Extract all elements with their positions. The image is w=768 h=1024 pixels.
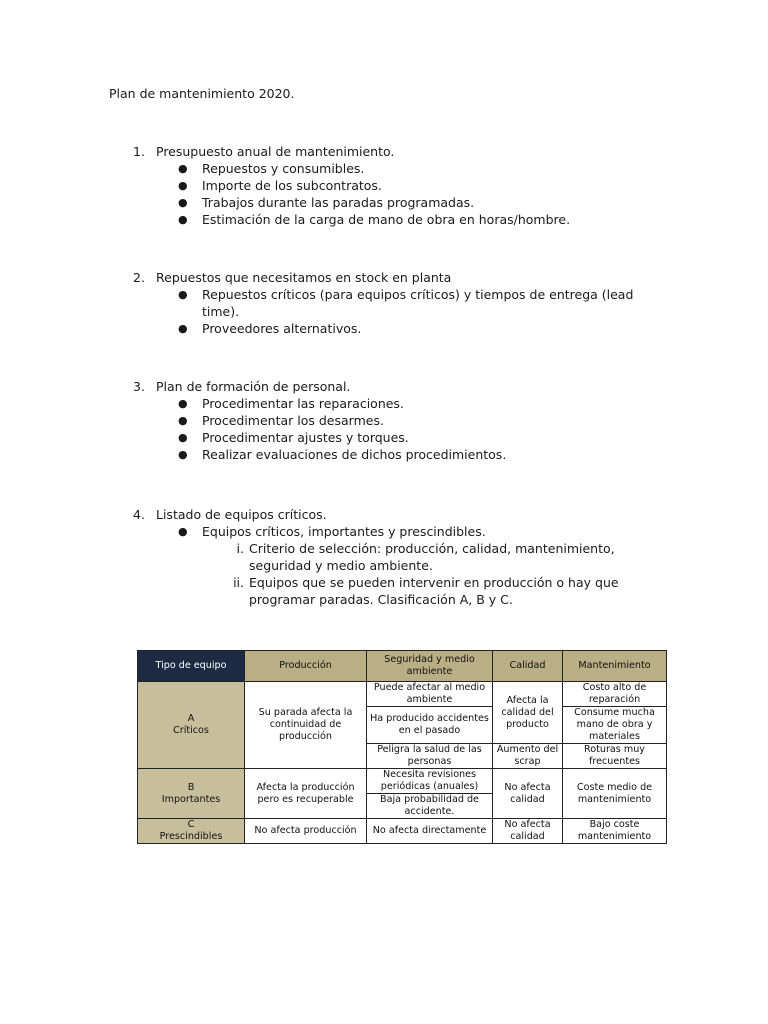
seguridad-cell: Baja probabilidad de accidente. — [367, 794, 493, 819]
bullet-icon: ● — [178, 322, 188, 335]
bullet-icon: ● — [178, 414, 188, 427]
bullet-item: ● Proveedores alternativos. — [178, 321, 362, 336]
section-title: Presupuesto anual de mantenimiento. — [156, 144, 395, 159]
seguridad-cell: No afecta directamente — [367, 819, 493, 844]
mantenimiento-cell: Roturas muy frecuentes — [563, 744, 667, 769]
calidad-cell: Aumento del scrap — [493, 744, 563, 769]
table-row — [138, 819, 667, 844]
bullet-item: ● Estimación de la carga de mano de obra en horas/hombre. — [178, 212, 571, 227]
category-letter: C — [187, 819, 195, 830]
seguridad-cell: Necesita revisiones periódicas (anuales) — [367, 769, 493, 794]
bullet-item: ● Repuestos críticos (para equipos críticos) y tiempos de entrega (lead time). — [178, 287, 634, 319]
seguridad-cell: Ha producido accidentes en el pasado — [367, 707, 493, 744]
produccion-cell: Su parada afecta la continuidad de producción — [245, 682, 367, 769]
section-3 — [0, 378, 768, 463]
calidad-cell: No afecta calidad — [493, 819, 563, 844]
calidad-cell: No afecta calidad — [493, 769, 563, 819]
seguridad-cell: Peligra la salud de las personas — [367, 744, 493, 769]
mantenimiento-cell: Bajo coste mantenimiento — [563, 819, 667, 844]
bullet-item: ● Trabajos durante las paradas programadas. — [178, 195, 475, 210]
bullet-item: ● Procedimentar ajustes y torques. — [178, 430, 409, 445]
equipment-classification-table — [137, 650, 667, 844]
roman-item: ii. Equipos que se pueden intervenir en producción o hay que programar paradas. Clasificación A, B y C. — [0, 574, 649, 608]
document-title: Plan de mantenimiento 2020. — [109, 86, 295, 101]
category-letter: B — [187, 781, 195, 793]
category-cell — [138, 682, 245, 769]
section-title: Listado de equipos críticos. — [156, 507, 327, 522]
bullet-icon: ● — [178, 213, 188, 226]
bullet-icon: ● — [178, 196, 188, 209]
bullet-item: ● Equipos críticos, importantes y prescindibles. — [178, 524, 486, 539]
section-heading — [0, 143, 768, 160]
bullet-item: ● Procedimentar las reparaciones. — [178, 396, 404, 411]
bullet-item: ● Repuestos y consumibles. — [178, 161, 365, 176]
table-row — [138, 769, 667, 794]
category-cell — [138, 769, 245, 819]
bullet-item: ● Realizar evaluaciones de dichos procedimientos. — [178, 447, 507, 462]
section-number: 4. — [133, 507, 145, 522]
bullet-icon: ● — [178, 162, 188, 175]
category-name: Prescindibles — [159, 831, 223, 842]
header-calidad: Calidad — [493, 651, 563, 682]
mantenimiento-cell: Consume mucha mano de obra y materiales — [563, 707, 667, 744]
header-produccion: Producción — [245, 651, 367, 682]
roman-numeral: i. — [236, 541, 244, 556]
section-2 — [0, 269, 768, 337]
section-title: Repuestos que necesitamos en stock en planta — [156, 270, 452, 285]
category-name: Críticos — [173, 725, 209, 736]
header-seguridad: Seguridad y medio ambiente — [367, 651, 493, 682]
table-row — [138, 682, 667, 707]
bullet-list — [0, 286, 768, 337]
section-number: 1. — [133, 144, 145, 159]
section-title: Plan de formación de personal. — [156, 379, 351, 394]
category-letter: A — [187, 713, 195, 724]
section-number: 3. — [133, 379, 145, 394]
header-tipo-de-equipo: Tipo de equipo — [138, 651, 245, 682]
mantenimiento-cell: Costo alto de reparación — [563, 682, 667, 707]
category-cell — [138, 819, 245, 844]
bullet-list — [0, 523, 768, 540]
section-number: 2. — [133, 270, 145, 285]
section-1 — [0, 143, 768, 228]
produccion-cell: Afecta la producción pero es recuperable — [245, 769, 367, 819]
section-heading — [0, 378, 768, 395]
bullet-item: ● Importe de los subcontratos. — [178, 178, 382, 193]
mantenimiento-cell: Coste medio de mantenimiento — [563, 769, 667, 819]
section-heading — [0, 269, 768, 286]
bullet-list — [0, 395, 768, 463]
roman-numeral: ii. — [233, 575, 244, 590]
table-header-row — [138, 651, 667, 682]
roman-list — [0, 540, 768, 608]
bullet-icon: ● — [178, 288, 188, 301]
bullet-item: ● Procedimentar los desarmes. — [178, 413, 384, 428]
section-heading — [0, 506, 768, 523]
bullet-icon: ● — [178, 525, 188, 538]
produccion-cell: No afecta producción — [245, 819, 367, 844]
seguridad-cell: Puede afectar al medio ambiente — [367, 682, 493, 707]
roman-item: i. Criterio de selección: producción, calidad, mantenimiento, seguridad y medio ambiente. — [0, 540, 649, 574]
bullet-icon: ● — [178, 448, 188, 461]
calidad-cell: Afecta la calidad del producto — [493, 682, 563, 744]
bullet-icon: ● — [178, 397, 188, 410]
header-mantenimiento: Mantenimiento — [563, 651, 667, 682]
section-4 — [0, 506, 768, 608]
bullet-icon: ● — [178, 179, 188, 192]
bullet-icon: ● — [178, 431, 188, 444]
bullet-list — [0, 160, 768, 228]
category-name: Importantes — [161, 793, 221, 805]
